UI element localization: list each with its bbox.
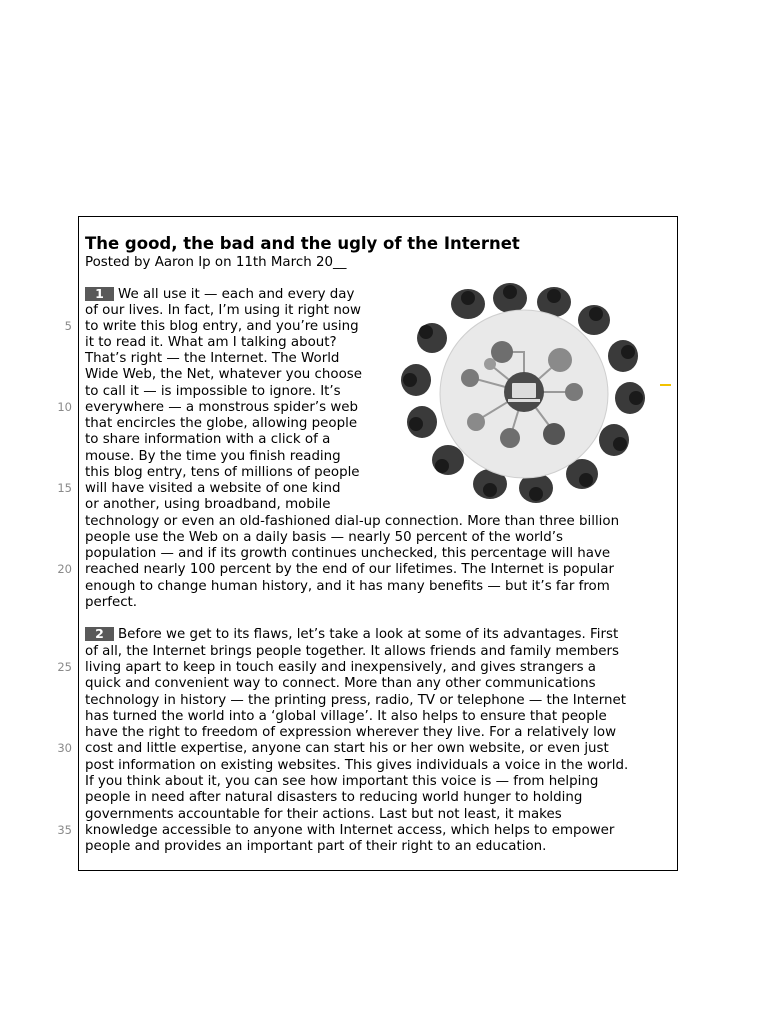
line-number: 25 bbox=[57, 660, 72, 674]
para-line: perfect. bbox=[85, 595, 138, 610]
paragraph-number-badge: 1 bbox=[85, 287, 114, 301]
paragraph-number-badge: 2 bbox=[85, 627, 114, 641]
para-line: reached nearly 100 percent by the end of our lifetimes. The Internet is popular bbox=[85, 562, 614, 577]
para-line: have the right to freedom of expression wherever they live. For a relatively low bbox=[85, 725, 617, 740]
para-line: That’s right — the Internet. The World bbox=[85, 351, 340, 366]
line-number: 20 bbox=[57, 562, 72, 576]
para-line: quick and convenient way to connect. More than any other communications bbox=[85, 676, 596, 691]
para-line: technology or even an old-fashioned dial-up connection. More than three billion bbox=[85, 514, 620, 529]
line-number: 35 bbox=[57, 823, 72, 837]
para-line: enough to change human history, and it has many benefits — but it’s far from bbox=[85, 579, 610, 594]
para-line: post information on existing websites. This gives individuals a voice in the world. bbox=[85, 758, 629, 773]
article-title: The good, the bad and the ugly of the Internet bbox=[85, 234, 520, 253]
para-line: 2 Before we get to its flaws, let’s take a look at some of its advantages. First bbox=[85, 626, 618, 643]
para-line: to call it — is impossible to ignore. It’s bbox=[85, 384, 341, 399]
para-line: or another, using broadband, mobile bbox=[85, 497, 331, 512]
para-line: living apart to keep in touch easily and inexpensively, and gives strangers a bbox=[85, 660, 597, 675]
para-line: technology in history — the printing press, radio, TV or telephone — the Internet bbox=[85, 693, 626, 708]
para-line: cost and little expertise, anyone can start his or her own website, or even just bbox=[85, 741, 609, 756]
para-line: to share information with a click of a bbox=[85, 432, 331, 447]
para-line: this blog entry, tens of millions of people bbox=[85, 465, 360, 480]
para-line: it to read it. What am I talking about? bbox=[85, 335, 337, 350]
para-line: population — and if its growth continues unchecked, this percentage will have bbox=[85, 546, 611, 561]
para-line: to write this blog entry, and you’re using bbox=[85, 319, 359, 334]
para-line: If you think about it, you can see how important this voice is — from helping bbox=[85, 774, 599, 789]
para-line: Wide Web, the Net, whatever you choose bbox=[85, 367, 362, 382]
people-around-network-table-icon bbox=[398, 282, 650, 506]
para-line: everywhere — a monstrous spider’s web bbox=[85, 400, 359, 415]
para-line: has turned the world into a ‘global village’. It also helps to ensure that people bbox=[85, 709, 607, 724]
para-line: that encircles the globe, allowing people bbox=[85, 416, 358, 431]
line-number: 15 bbox=[57, 481, 72, 495]
para-line: mouse. By the time you finish reading bbox=[85, 449, 341, 464]
para-line: will have visited a website of one kind bbox=[85, 481, 341, 496]
line-number: 10 bbox=[57, 400, 72, 414]
para-line: people in need after natural disasters to reducing world hunger to holding bbox=[85, 790, 583, 805]
para-line: of all, the Internet brings people together. It allows friends and family members bbox=[85, 644, 619, 659]
line-number: 5 bbox=[64, 319, 72, 333]
margin-marker bbox=[660, 384, 671, 386]
para-line: governments accountable for their actions. Last but not least, it makes bbox=[85, 807, 562, 822]
para-line: of our lives. In fact, I’m using it right now bbox=[85, 303, 361, 318]
para-line: knowledge accessible to anyone with Internet access, which helps to empower bbox=[85, 823, 615, 838]
line-number: 30 bbox=[57, 741, 72, 755]
article-byline: Posted by Aaron Ip on 11th March 20__ bbox=[85, 255, 347, 270]
para-line: people use the Web on a daily basis — nearly 50 percent of the world’s bbox=[85, 530, 563, 545]
para-line: people and provides an important part of their right to an education. bbox=[85, 839, 547, 854]
para-line: 1 We all use it — each and every day bbox=[85, 286, 354, 303]
